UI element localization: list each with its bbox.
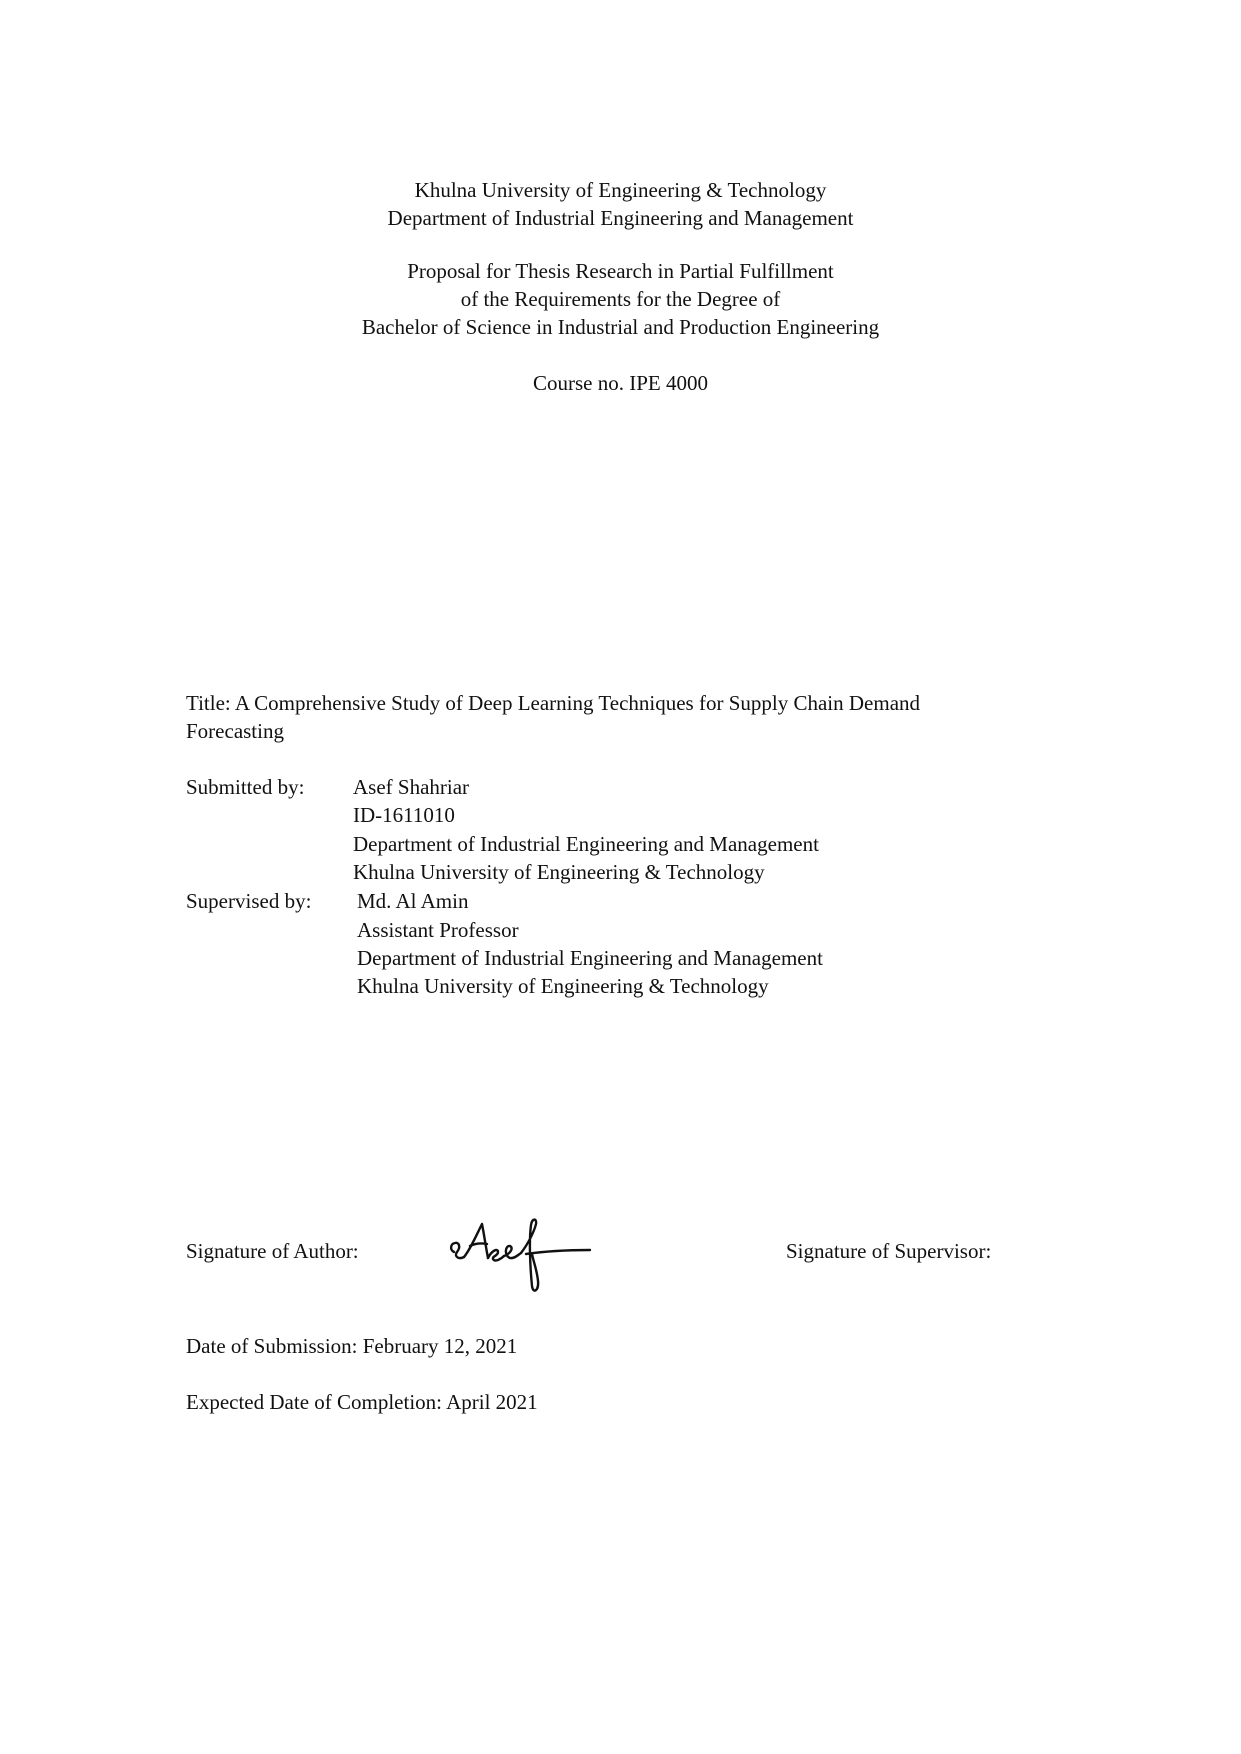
supervisor-department: Department of Industrial Engineering and Management	[357, 946, 823, 970]
supervisor-name: Md. Al Amin	[357, 889, 469, 913]
author-name: Asef Shahriar	[353, 775, 470, 799]
proposal-line-3: Bachelor of Science in Industrial and Production Engineering	[361, 315, 880, 339]
supervised-by-label: Supervised by:	[186, 889, 312, 913]
supervisor-designation: Assistant Professor	[357, 918, 519, 942]
author-department: Department of Industrial Engineering and Management	[353, 832, 819, 856]
submitted-by-label: Submitted by:	[186, 775, 305, 799]
expected-completion-date: Expected Date of Completion: April 2021	[186, 1390, 538, 1414]
supervisor-university: Khulna University of Engineering & Technology	[357, 974, 769, 998]
signature-image	[440, 1206, 600, 1298]
header-university: Khulna University of Engineering & Technology	[414, 178, 827, 202]
supervisor-signature-label: Signature of Supervisor:	[786, 1239, 992, 1263]
author-id: ID-1611010	[353, 803, 455, 827]
header-department: Department of Industrial Engineering and Management	[387, 206, 854, 230]
submission-date: Date of Submission: February 12, 2021	[186, 1334, 518, 1358]
proposal-line-1: Proposal for Thesis Research in Partial Fulfillment	[407, 259, 834, 283]
thesis-title-line-2: Forecasting	[186, 719, 284, 743]
course-number: Course no. IPE 4000	[533, 371, 708, 395]
author-signature-label: Signature of Author:	[186, 1239, 359, 1263]
author-signature	[440, 1206, 600, 1298]
thesis-title-line-1: Title: A Comprehensive Study of Deep Learning Techniques for Supply Chain Demand	[186, 691, 921, 715]
proposal-line-2: of the Requirements for the Degree of	[460, 287, 781, 311]
author-university: Khulna University of Engineering & Technology	[353, 860, 765, 884]
